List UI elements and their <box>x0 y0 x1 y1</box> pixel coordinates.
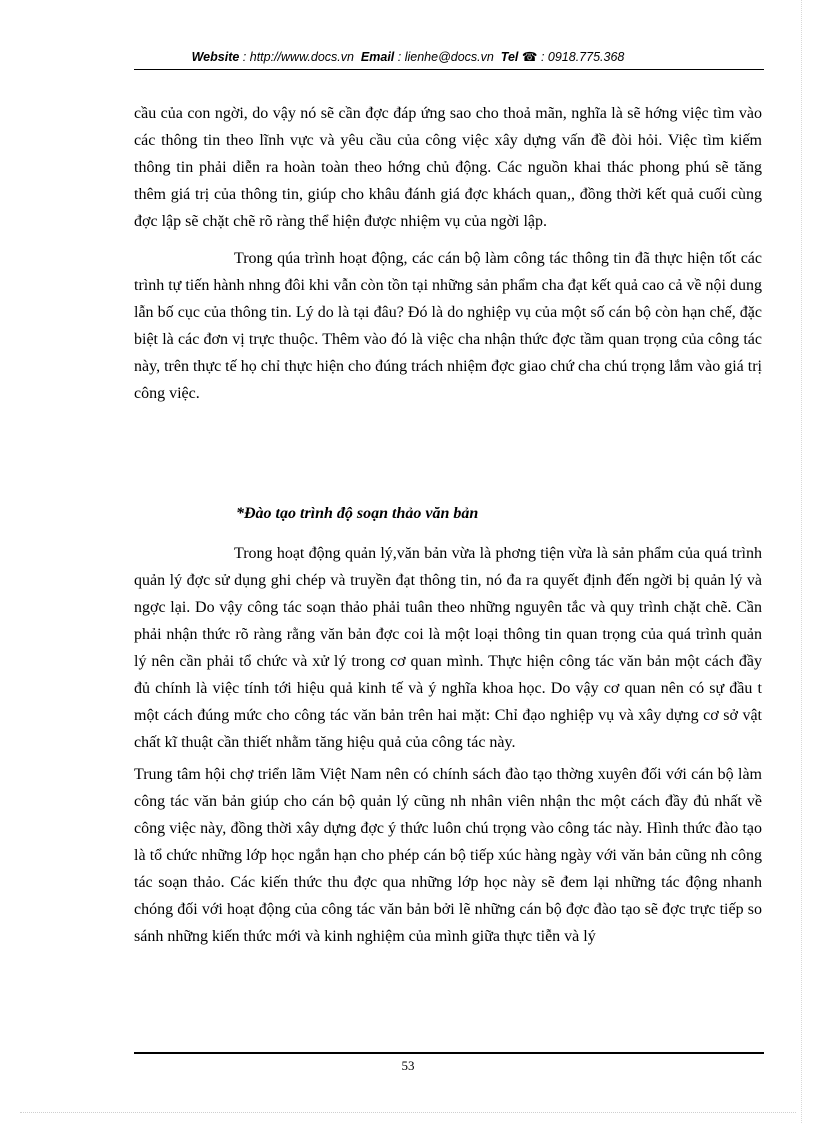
email-value: : lienhe@docs.vn <box>397 50 494 64</box>
paragraph-1: cầu của con ngời, do vậy nó sẽ cần đợc đáp ứng sao cho thoả mãn, nghĩa là sẽ hớng việc tìm vào các thông tin theo lĩnh vực và yêu cầu của công việc xây dựng vấn đề đòi hỏi. Việc tìm kiếm thông tin phải diễn ra hoàn toàn theo hớng chủ động. Các nguồn khai thác phong phú sẽ tăng thêm giá trị của thông tin, giúp cho khâu đánh giá đợc khách quan,, đồng thời kết quả cuối cùng đợc lập sẽ chặt chẽ rõ ràng thể hiện được nhiệm vụ của ngời lập. <box>134 105 762 230</box>
website-label: Website <box>191 50 240 64</box>
page-header <box>0 49 816 64</box>
footer-rule <box>134 1052 764 1054</box>
page-edge-bottom <box>20 1112 796 1113</box>
website-value: : http://www.docs.vn <box>242 50 354 64</box>
body-top <box>134 100 762 407</box>
page-edge-right <box>801 0 802 1123</box>
phone-icon: ☎ <box>521 50 538 64</box>
section-heading: *Đào tạo trình độ soạn thảo văn bản <box>236 505 479 522</box>
paragraph-2: Trong qúa trình hoạt động, các cán bộ làm công tác thông tin đã thực hiện tốt các trình tự tiến hành nhng đôi khi vẫn còn tồn tại những sản phẩm cha đạt kết quả cao cả về nội dung lẫn bố cục của thông tin. Lý do là tại đâu? Đó là do nghiệp vụ của một số cán bộ còn hạn chế, đặc biệt là các đơn vị trực thuộc. Thêm vào đó là việc cha nhận thức đợc tầm quan trọng của công tác này, trên thực tế họ chỉ thực hiện cho đúng trách nhiệm đợc giao chứ cha chú trọng lắm vào giá trị công việc. <box>134 250 762 402</box>
tel-label: Tel <box>500 50 519 64</box>
body-bottom <box>134 540 762 950</box>
tel-value: : 0918.775.368 <box>540 50 625 64</box>
header-rule <box>134 69 764 70</box>
page-number: 53 <box>401 1058 415 1073</box>
email-label: Email <box>360 50 395 64</box>
paragraph-3: Trong hoạt động quản lý,văn bản vừa là phơng tiện vừa là sản phẩm của quá trình quản lý đợc sử dụng ghi chép và truyền đạt thông tin, nó đa ra quyết định đến ngời bị quản lý và ngợc lại. Do vậy công tác soạn thảo phải tuân theo những nguyên tắc và quy trình chặt chẽ. Cần phải nhận thức rõ ràng rằng văn bản đợc coi là một loại thông tin quan trọng của quá trình quản lý nên cần phải tổ chức và xử lý trong cơ quan mình. Thực hiện công tác văn bản một cách đầy đủ chính là việc tính tới hiệu quả kinh tế và ý nghĩa khoa học. Do vậy cơ quan nên có sự đầu t một cách đúng mức cho công tác văn bản trên hai mặt: Chỉ đạo nghiệp vụ và xây dựng cơ sở vật chất kĩ thuật cần thiết nhằm tăng hiệu quả của công tác này. <box>134 545 762 751</box>
paragraph-4: Trung tâm hội chợ triển lãm Việt Nam nên có chính sách đào tạo thờng xuyên đối với cán bộ làm công tác văn bản giúp cho cán bộ quản lý cũng nh nhân viên nhận thc một cách đầy đủ nhất về công việc này, đồng thời xây dựng đợc ý thức luôn chú trọng vào công tác này. Hình thức đào tạo là tổ chức những lớp học ngắn hạn cho phép cán bộ tiếp xúc hàng ngày với văn bản cũng nh công tác soạn thảo. Các kiến thức thu đợc qua những lớp học này sẽ đem lại những tác động nhanh chóng đối với hoạt động của công tác văn bản bởi lẽ những cán bộ đợc đào tạo sẽ đợc trực tiếp so sánh những kiến thức mới và kinh nghiệm của mình giữa thực tiễn và lý <box>134 766 762 945</box>
